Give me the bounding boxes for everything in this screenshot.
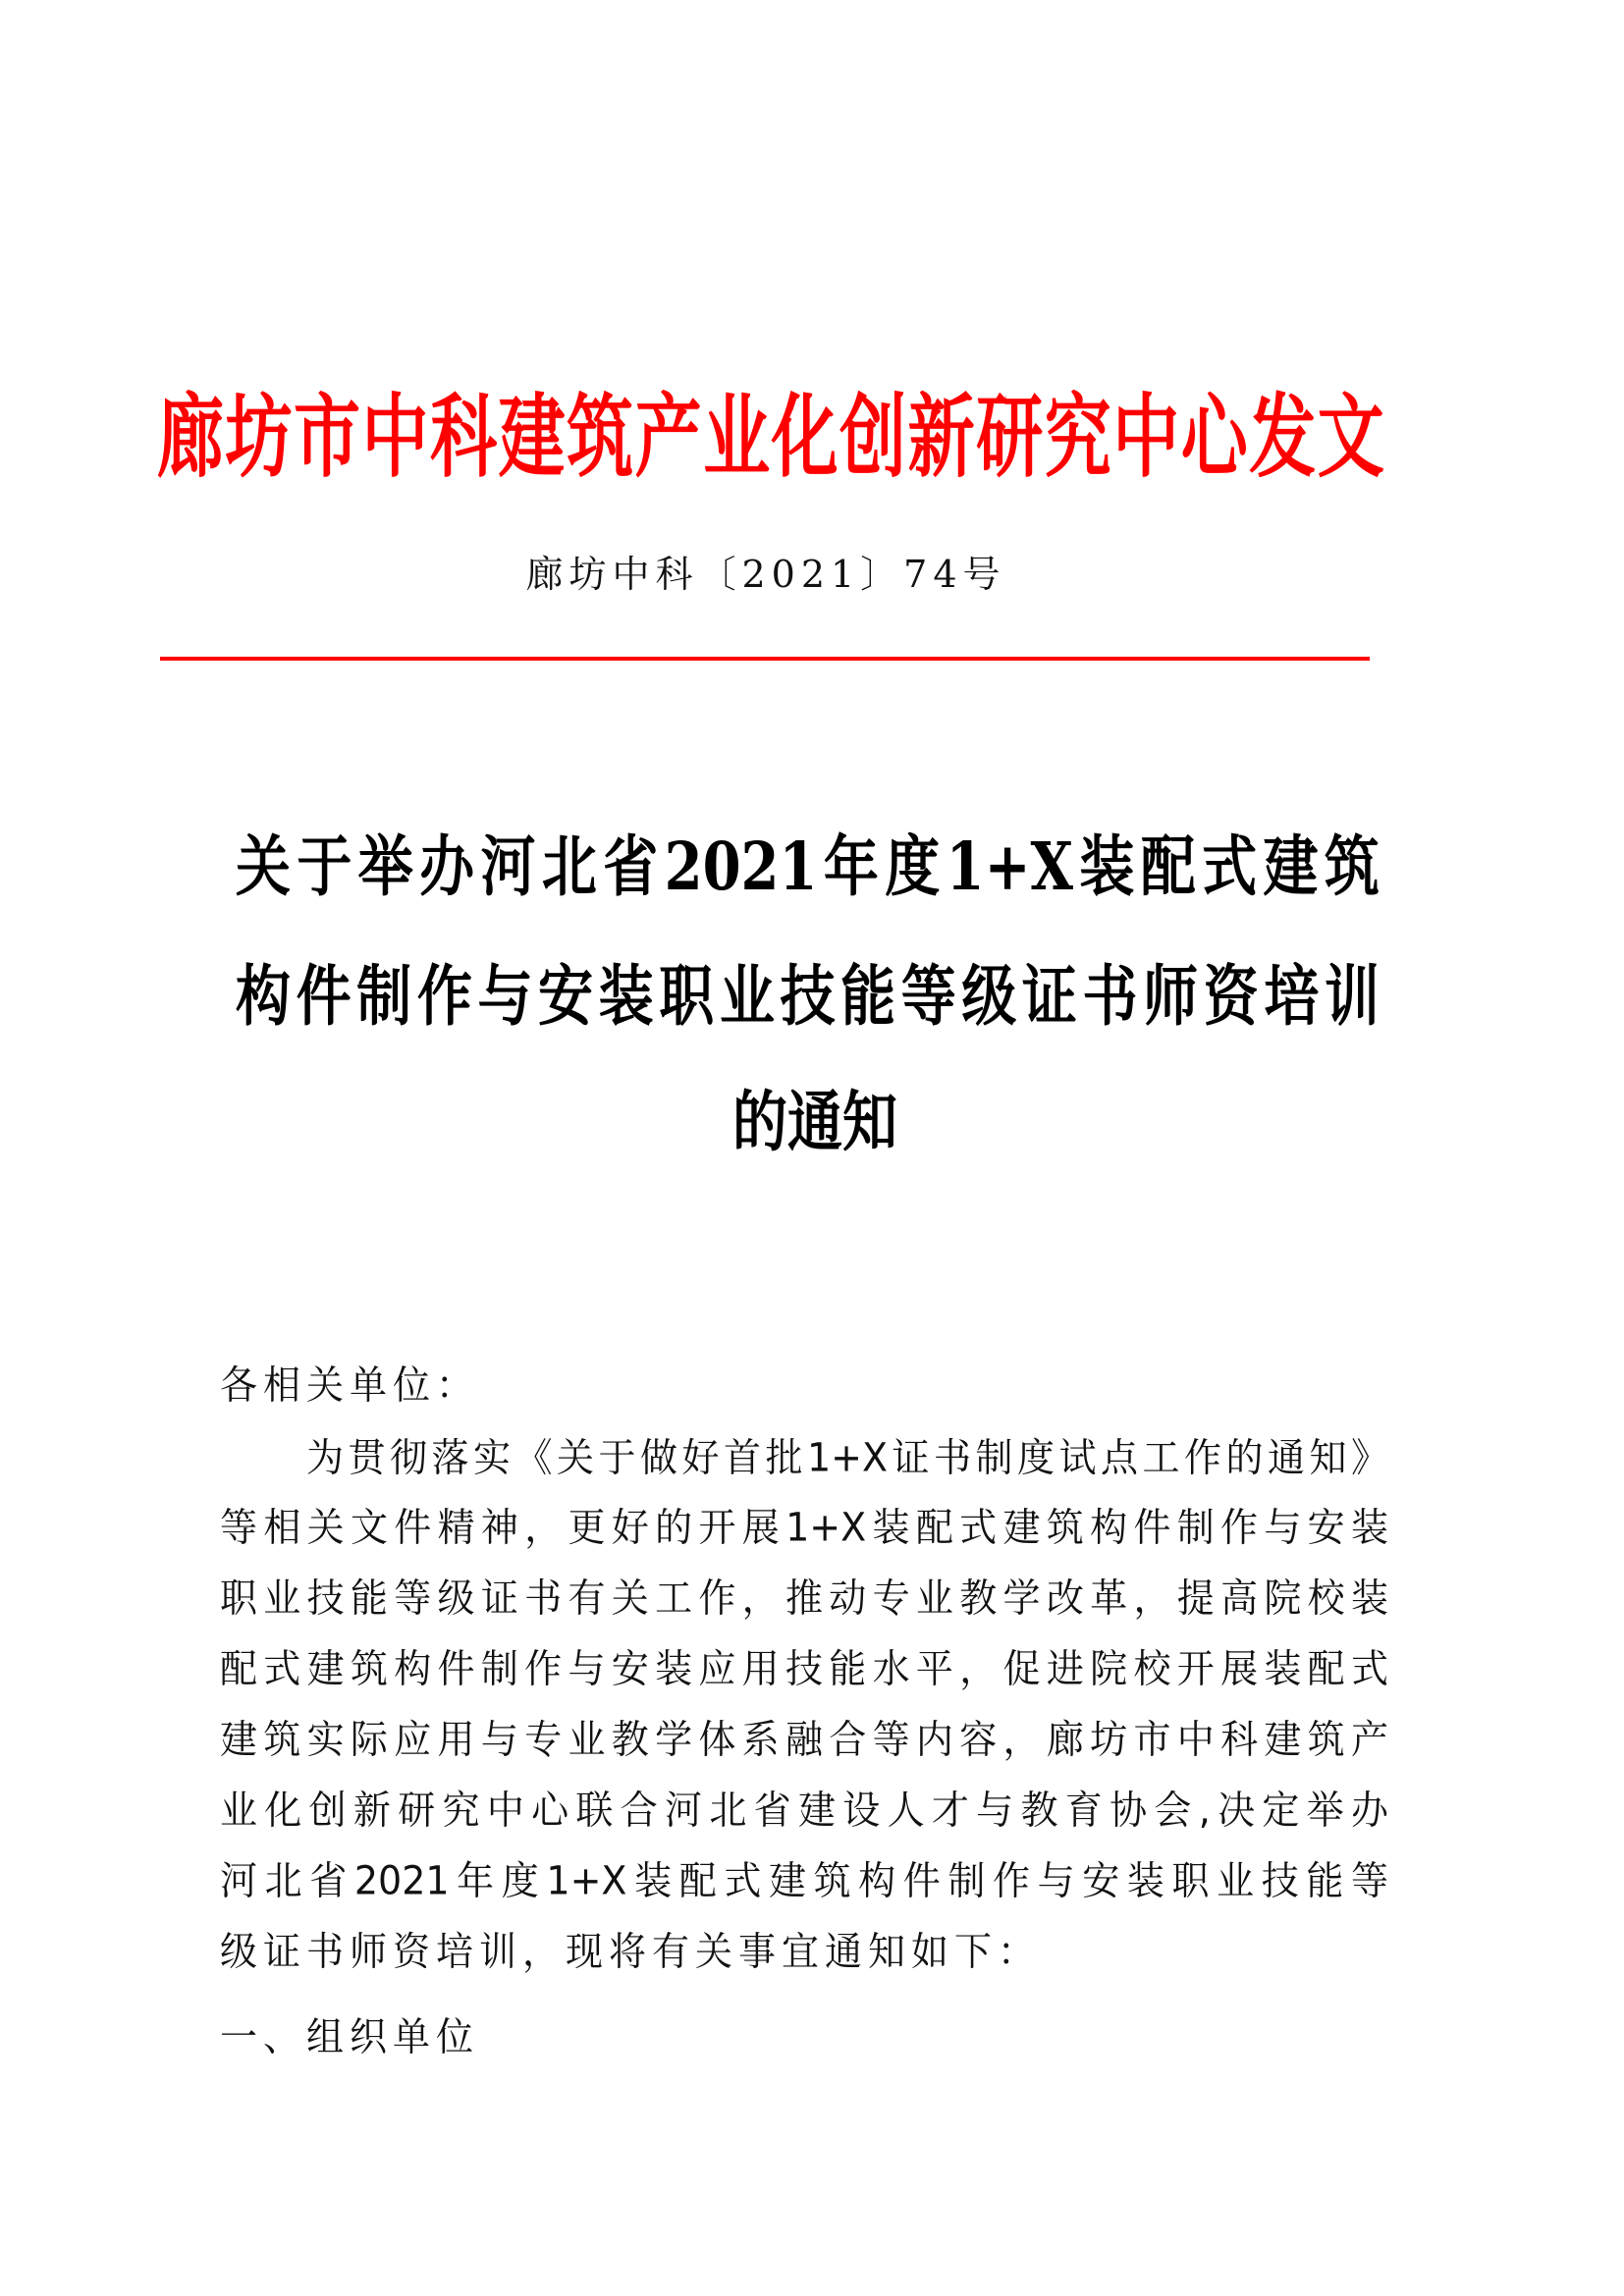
issuer-title-char: 化 bbox=[771, 385, 839, 491]
title-line-1 bbox=[236, 814, 1380, 920]
paragraph-line: 建筑实际应用与专业教学体系融合等内容，廊坊市中科建筑产 bbox=[220, 1716, 1388, 1763]
issuer-title-char: 文 bbox=[1317, 385, 1384, 491]
title-token: 与 bbox=[477, 957, 533, 1036]
title-token: 举 bbox=[357, 828, 413, 906]
issuer-title-char: 科 bbox=[430, 385, 498, 491]
title-token: 2021 bbox=[664, 828, 818, 906]
title-token: 装 bbox=[1079, 828, 1135, 906]
title-token: 书 bbox=[1082, 957, 1138, 1036]
section-heading: 一、组织单位 bbox=[220, 2013, 480, 2060]
title-token: 北 bbox=[541, 828, 597, 906]
title-token: 制 bbox=[356, 957, 412, 1036]
document-number: 廊坊中科〔2021〕74号 bbox=[525, 553, 1006, 596]
title-token: 证 bbox=[1021, 957, 1077, 1036]
title-token: 级 bbox=[961, 957, 1017, 1036]
title-token: 技 bbox=[780, 957, 836, 1036]
issuer-title-char: 创 bbox=[839, 385, 907, 491]
issuer-red-header bbox=[157, 385, 1384, 491]
title-token: 培 bbox=[1264, 957, 1320, 1036]
title-token: 于 bbox=[297, 828, 352, 906]
title-token: 办 bbox=[419, 828, 475, 906]
title-token: 作 bbox=[416, 957, 472, 1036]
issuer-title-char: 坊 bbox=[225, 385, 293, 491]
issuer-title-char: 心 bbox=[1180, 385, 1248, 491]
paragraph-line: 职业技能等级证书有关工作，推动专业教学改革，提高院校装 bbox=[220, 1575, 1388, 1622]
issuer-title-char: 发 bbox=[1249, 385, 1317, 491]
title-token: 业 bbox=[719, 957, 775, 1036]
issuer-title-char: 研 bbox=[976, 385, 1044, 491]
issuer-title-char: 廊 bbox=[157, 385, 225, 491]
title-token: 等 bbox=[900, 957, 956, 1036]
title-line-2 bbox=[236, 943, 1380, 1049]
issuer-title-char: 筑 bbox=[567, 385, 634, 491]
title-token: 河 bbox=[480, 828, 536, 906]
title-token: 师 bbox=[1143, 957, 1199, 1036]
title-token: 职 bbox=[659, 957, 715, 1036]
title-token: 式 bbox=[1202, 828, 1258, 906]
salutation: 各相关单位： bbox=[220, 1362, 480, 1409]
issuer-title-char: 产 bbox=[634, 385, 702, 491]
title-token: 1+X bbox=[946, 828, 1073, 906]
issuer-title-char: 新 bbox=[907, 385, 975, 491]
paragraph-line: 业化创新研究中心联合河北省建设人才与教育协会,决定举办 bbox=[220, 1787, 1388, 1834]
paragraph-line: 级证书师资培训，现将有关事宜通知如下： bbox=[220, 1928, 1042, 1975]
paragraph-line: 为贯彻落实《关于做好首批1+X证书制度试点工作的通知》 bbox=[306, 1434, 1388, 1481]
issuer-title-char: 中 bbox=[1112, 385, 1180, 491]
issuer-title-char: 市 bbox=[294, 385, 361, 491]
paragraph-line: 等相关文件精神，更好的开展1+X装配式建筑构件制作与安装 bbox=[220, 1504, 1388, 1551]
title-token: 件 bbox=[296, 957, 352, 1036]
title-token: 训 bbox=[1324, 957, 1380, 1036]
issuer-title-char: 业 bbox=[703, 385, 771, 491]
red-divider-rule bbox=[160, 657, 1370, 661]
title-token: 省 bbox=[603, 828, 659, 906]
title-token: 构 bbox=[236, 957, 291, 1036]
issuer-title-char: 建 bbox=[498, 385, 566, 491]
title-token: 关 bbox=[236, 828, 291, 906]
title-token: 年 bbox=[823, 828, 879, 906]
title-token: 度 bbox=[885, 828, 941, 906]
title-token: 装 bbox=[598, 957, 654, 1036]
title-token: 能 bbox=[840, 957, 896, 1036]
title-line-3: 的通知 bbox=[732, 1083, 897, 1161]
issuer-title-char: 中 bbox=[361, 385, 429, 491]
paragraph-line: 河北省2021年度1+X装配式建筑构件制作与安装职业技能等 bbox=[220, 1857, 1388, 1904]
title-token: 配 bbox=[1140, 828, 1196, 906]
title-token: 建 bbox=[1263, 828, 1319, 906]
paragraph-line: 配式建筑构件制作与安装应用技能水平，促进院校开展装配式 bbox=[220, 1645, 1388, 1692]
title-token: 筑 bbox=[1324, 828, 1380, 906]
issuer-title-char: 究 bbox=[1044, 385, 1111, 491]
title-token: 安 bbox=[538, 957, 594, 1036]
title-token: 资 bbox=[1203, 957, 1259, 1036]
